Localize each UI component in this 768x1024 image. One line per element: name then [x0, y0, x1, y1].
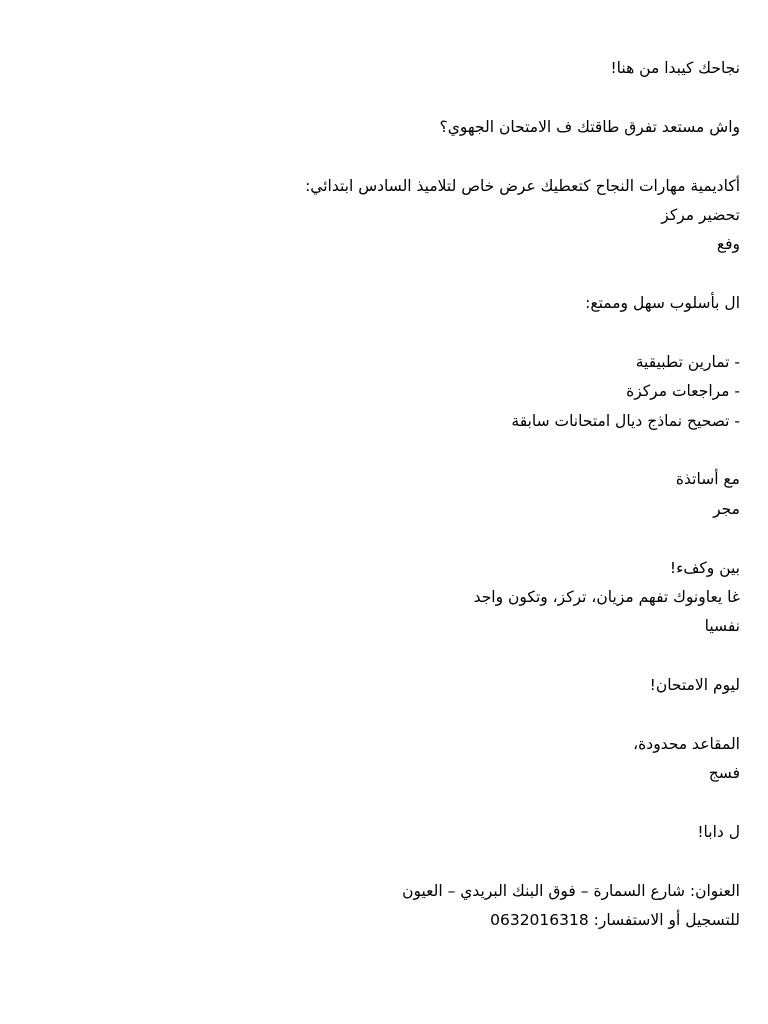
text-line: ل دابا!	[697, 823, 740, 842]
list-item: - تصحيح نماذج ديال امتحانات سابقة	[511, 411, 740, 430]
text-line: نفسيا	[704, 617, 740, 636]
text-line: واش مستعد تفرق طاقتك ف الامتحان الجهوي؟	[439, 117, 740, 136]
blank-line	[120, 701, 740, 730]
text-line: أكاديمية مهارات النجاح كتعطيك عرض خاص لتلاميذ السادس ابتدائي:	[305, 176, 740, 195]
text-line: ليوم الامتحان!	[649, 676, 740, 695]
address-line: العنوان: شارع السمارة – فوق البنك البريدي – العيون	[402, 881, 740, 900]
text-line: مجر	[713, 499, 740, 518]
blank-line	[120, 142, 740, 171]
text-line: وفع	[716, 235, 740, 254]
text-line: نجاحك كيبدا من هنا!	[610, 59, 740, 77]
blank-line	[120, 789, 740, 818]
text-line: بين وكفء!	[669, 558, 740, 577]
blank-line	[120, 260, 740, 289]
blank-line	[120, 642, 740, 671]
blank-line	[120, 83, 740, 112]
blank-line	[120, 848, 740, 877]
list-item: - مراجعات مركزة	[626, 382, 740, 401]
document-body	[120, 54, 740, 936]
blank-line	[120, 319, 740, 348]
text-line: غا يعاونوك تفهم مزيان، تركز، وتكون واجد	[473, 588, 740, 607]
blank-line	[120, 524, 740, 553]
text-line: فسج	[708, 764, 740, 783]
text-line: تحضير مركز	[661, 205, 740, 224]
list-item: - تمارين تطبيقية	[635, 352, 740, 371]
contact-line: للتسجيل أو الاستفسار: 0632016318	[490, 911, 740, 930]
blank-line	[120, 436, 740, 465]
text-line: المقاعد محدودة،	[633, 734, 740, 753]
text-line: ال بأسلوب سهل وممتع:	[585, 294, 740, 313]
text-line: مع أساتذة	[675, 470, 740, 489]
